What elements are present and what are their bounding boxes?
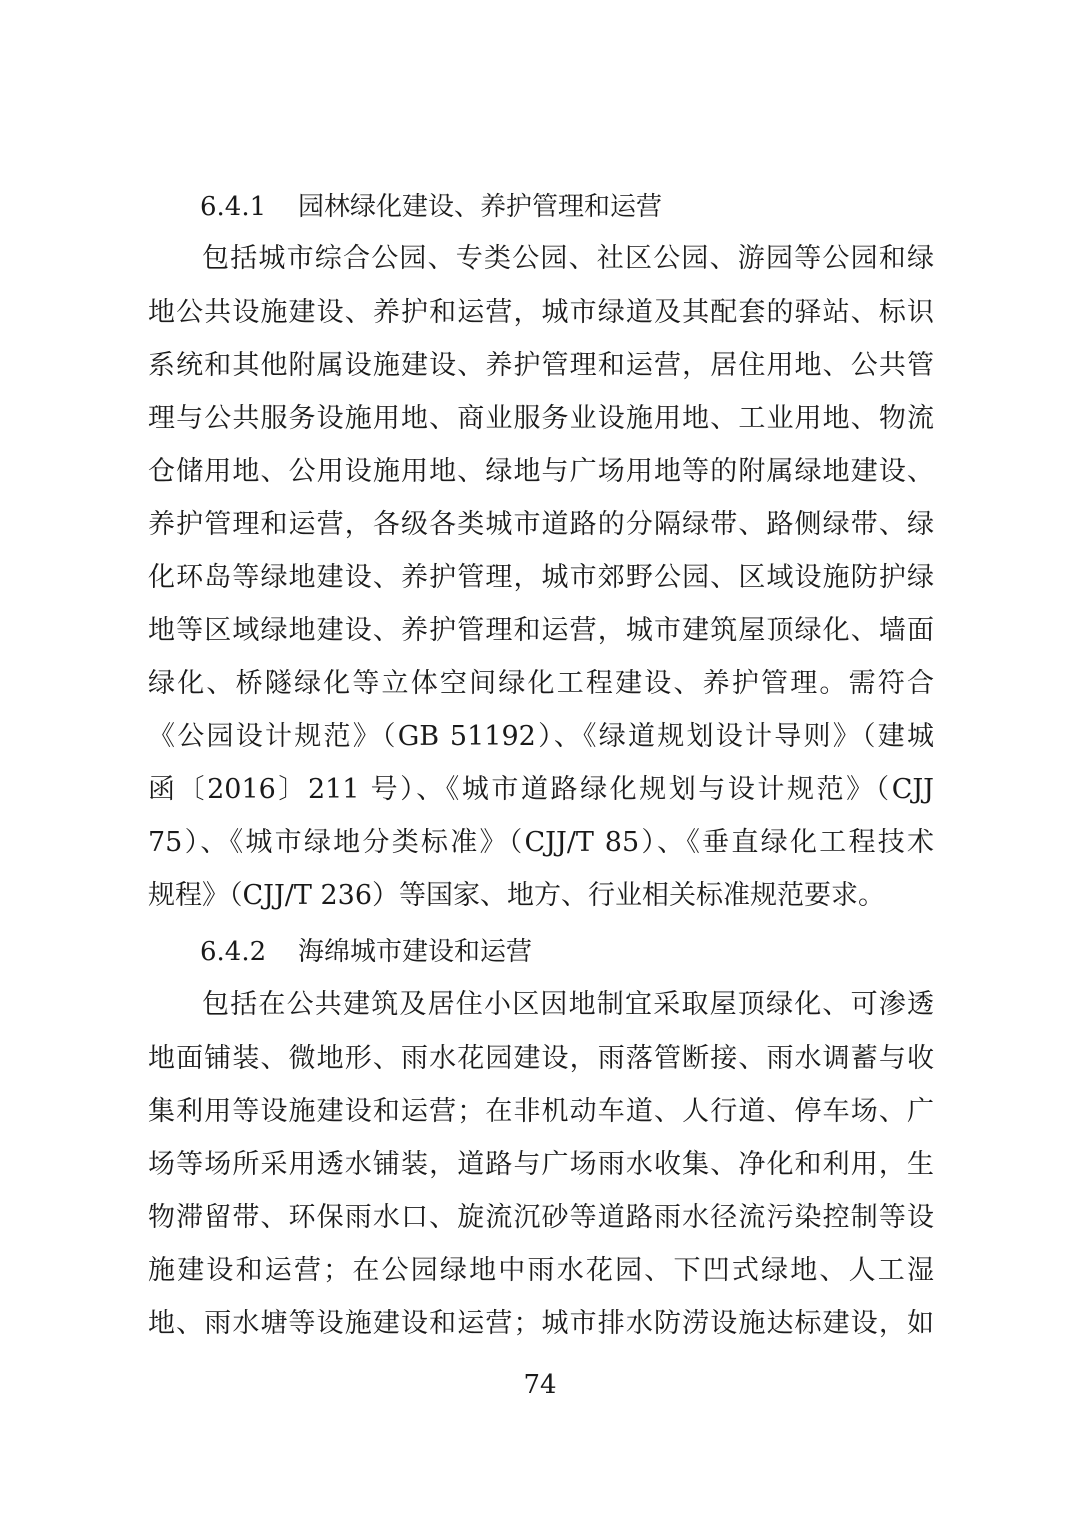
paragraph-line: 系统和其他附属设施建设、养护管理和运营，居住用地、公共管 (148, 350, 934, 381)
section-heading-6-4-1 (200, 187, 662, 227)
paragraph-line: 养护管理和运营，各级各类城市道路的分隔绿带、路侧绿带、绿 (148, 509, 934, 540)
paragraph-line: 地公共设施建设、养护和运营，城市绿道及其配套的驿站、标识 (148, 297, 934, 328)
paragraph-line: 地等区域绿地建设、养护管理和运营，城市建筑屋顶绿化、墙面 (148, 615, 934, 646)
paragraph-line: 75）、《城市绿地分类标准》（CJJ/T 85）、《垂直绿化工程技术 (148, 827, 934, 858)
page-number: 74 (523, 1370, 557, 1400)
paragraph-line: 场等场所采用透水铺装，道路与广场雨水收集、净化和利用，生 (148, 1149, 934, 1180)
paragraph-line: 《公园设计规范》（GB 51192）、《绿道规划设计导则》（建城 (148, 721, 934, 752)
section-number: 6.4.1 (200, 192, 267, 222)
paragraph-line: 地、雨水塘等设施建设和运营；城市排水防涝设施达标建设，如 (148, 1308, 934, 1339)
section-title: 园林绿化建设、养护管理和运营 (298, 192, 663, 222)
section-title: 海绵城市建设和运营 (298, 937, 533, 967)
paragraph-line: 规程》（CJJ/T 236）等国家、地方、行业相关标准规范要求。 (148, 880, 886, 911)
paragraph-line: 函〔2016〕211 号）、《城市道路绿化规划与设计规范》（CJJ (148, 774, 934, 805)
paragraph-line: 包括在公共建筑及居住小区因地制宜采取屋顶绿化、可渗透 (202, 989, 934, 1020)
paragraph-line: 施建设和运营；在公园绿地中雨水花园、下凹式绿地、人工湿 (148, 1255, 934, 1286)
paragraph-line: 集利用等设施建设和运营；在非机动车道、人行道、停车场、广 (148, 1096, 934, 1127)
paragraph-line: 化环岛等绿地建设、养护管理，城市郊野公园、区域设施防护绿 (148, 562, 934, 593)
paragraph-line: 绿化、桥隧绿化等立体空间绿化工程建设、养护管理。需符合 (148, 668, 934, 699)
paragraph-line: 理与公共服务设施用地、商业服务业设施用地、工业用地、物流 (148, 403, 934, 434)
paragraph-line: 地面铺装、微地形、雨水花园建设，雨落管断接、雨水调蓄与收 (148, 1043, 934, 1074)
paragraph-line: 包括城市综合公园、专类公园、社区公园、游园等公园和绿 (202, 243, 934, 274)
paragraph-line: 仓储用地、公用设施用地、绿地与广场用地等的附属绿地建设、 (148, 456, 934, 487)
section-number: 6.4.2 (200, 937, 267, 967)
section-heading-6-4-2 (200, 932, 532, 972)
paragraph-line: 物滞留带、环保雨水口、旋流沉砂等道路雨水径流污染控制等设 (148, 1202, 934, 1233)
